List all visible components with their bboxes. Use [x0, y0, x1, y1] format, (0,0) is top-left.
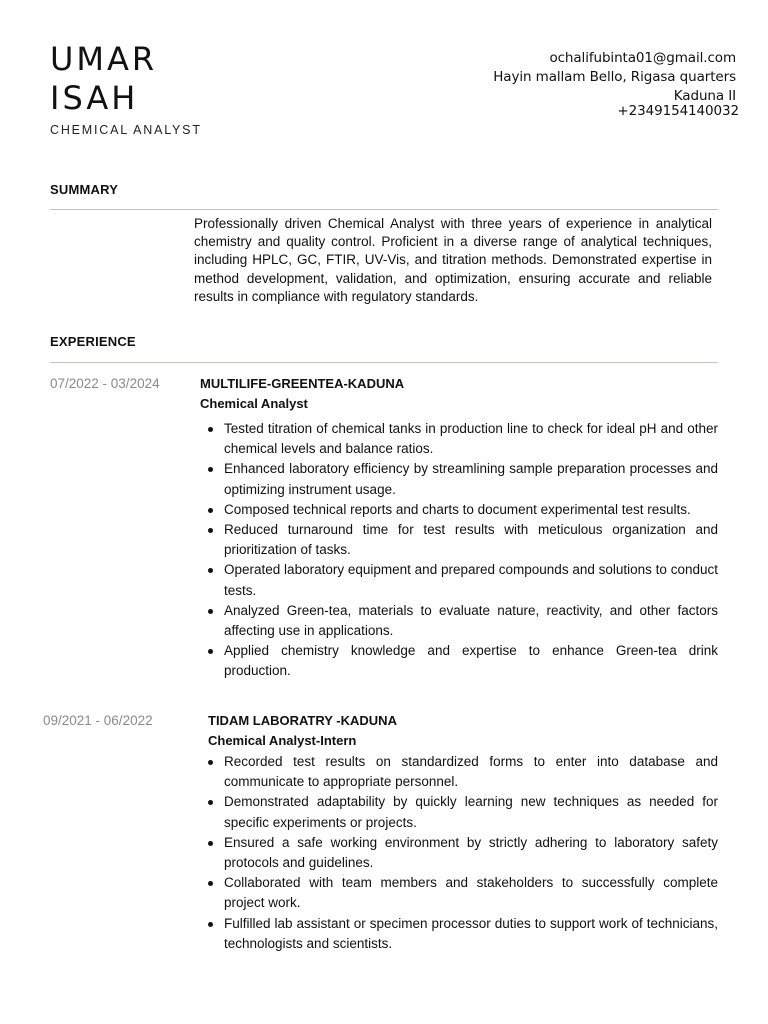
- job-dates: 09/2021 - 06/2022: [43, 713, 153, 728]
- job-role: Chemical Analyst: [200, 396, 308, 411]
- job-bullet: Demonstrated adaptability by quickly learning new techniques as needed for specific experiments or projects.: [200, 792, 718, 832]
- summary-divider: [50, 209, 718, 210]
- job-bullet: Operated laboratory equipment and prepared compounds and solutions to conduct tests.: [200, 560, 718, 600]
- job-bullet: Composed technical reports and charts to document experimental test results.: [200, 500, 718, 520]
- job-company: TIDAM LABORATRY -KADUNA: [208, 713, 397, 728]
- job-bullet: Fulfilled lab assistant or specimen processor duties to support work of technicians, technologists and scientists.: [200, 914, 718, 954]
- job-bullet: Analyzed Green-tea, materials to evaluate nature, reactivity, and other factors affecting use in applications.: [200, 601, 718, 641]
- contact-email: ochalifubinta01@gmail.com: [549, 50, 736, 66]
- job-bullet: Recorded test results on standardized forms to enter into database and communicate to appropriate personnel.: [200, 752, 718, 792]
- job-bullets: [200, 752, 718, 954]
- experience-heading: EXPERIENCE: [50, 334, 136, 349]
- summary-text: Professionally driven Chemical Analyst with three years of experience in analytical chemistry and quality control. Proficient in a diverse range of analytical techniques, including HPLC, GC, FTIR, UV-Vis, and titration methods. Demonstrated expertise in method development, validation, and optimization, ensuring accurate and reliable results in compliance with regulatory standards.: [194, 216, 712, 304]
- job-dates: 07/2022 - 03/2024: [50, 376, 160, 391]
- experience-divider: [50, 362, 718, 363]
- job-bullet: Reduced turnaround time for test results with meticulous organization and prioritization of tasks.: [200, 520, 718, 560]
- job-bullet: Ensured a safe working environment by strictly adhering to laboratory safety protocols and guidelines.: [200, 833, 718, 873]
- job-company: MULTILIFE-GREENTEA-KADUNA: [200, 376, 405, 391]
- first-name: UMAR: [50, 40, 158, 78]
- job-bullets: [200, 419, 718, 682]
- job-bullet: Collaborated with team members and stakeholders to successfully complete project work.: [200, 873, 718, 913]
- summary-heading: SUMMARY: [50, 182, 119, 197]
- contact-address-line1: Hayin mallam Bello, Rigasa quarters: [493, 69, 736, 85]
- job-bullet: Applied chemistry knowledge and expertise to enhance Green-tea drink production.: [200, 641, 718, 681]
- last-name: ISAH: [50, 79, 139, 117]
- contact-phone: +2349154140032: [617, 103, 739, 119]
- job-bullet: Tested titration of chemical tanks in production line to check for ideal pH and other chemical levels and balance ratios.: [200, 419, 718, 459]
- job-bullet: Enhanced laboratory efficiency by streamlining sample preparation processes and optimizing instrument usage.: [200, 459, 718, 499]
- job-title: CHEMICAL ANALYST: [50, 123, 202, 137]
- contact-address-line2: Kaduna II: [673, 88, 736, 104]
- job-role: Chemical Analyst-Intern: [208, 733, 357, 748]
